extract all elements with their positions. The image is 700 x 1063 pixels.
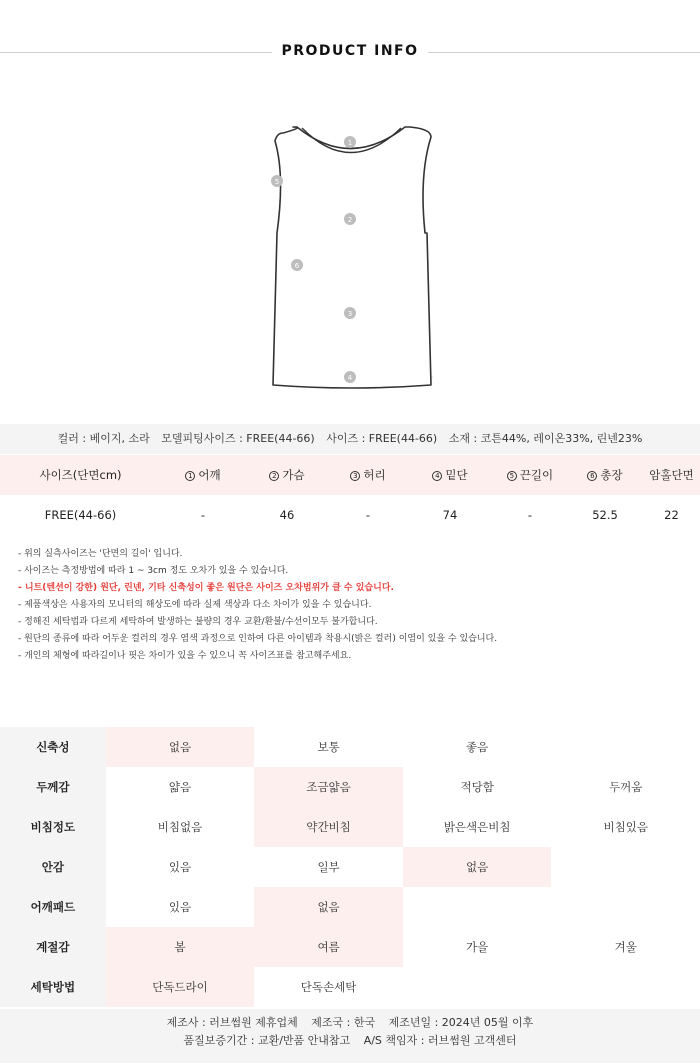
- footer-warranty: 품질보증기간 : 교환/반품 안내참고: [183, 1034, 351, 1047]
- size-table: [0, 455, 700, 535]
- marker-circle-icon: 2: [269, 471, 279, 481]
- attribute-option: [551, 887, 700, 927]
- size-table-header: [0, 455, 700, 495]
- summary-model-size: 모델피팅사이즈 : FREE(44-66): [161, 432, 315, 445]
- attribute-option: 없음: [403, 847, 552, 887]
- attribute-label: 비침정도: [0, 807, 106, 847]
- attribute-option: 가을: [466, 940, 489, 954]
- size-header-cell: [493, 455, 567, 495]
- attribute-option: 없음: [254, 887, 403, 927]
- attribute-option: 좋음: [466, 740, 489, 754]
- footer-date: 제조년일 : 2024년 05월 이후: [388, 1016, 534, 1029]
- header-divider-right: [428, 52, 700, 53]
- attribute-option: 있음: [168, 900, 192, 914]
- note-item: - 정해진 세탁법과 다르게 세탁하여 발생하는 불량의 경우 교환/환불/수선이모두 불가합니다.: [18, 617, 378, 627]
- table-row: [0, 495, 700, 535]
- attribute-option: 단독손세탁: [300, 980, 357, 994]
- size-value-cell: 74: [442, 508, 458, 522]
- size-header-label: 총장: [600, 468, 623, 482]
- attribute-option: [403, 967, 552, 1007]
- size-value-cell: -: [527, 508, 533, 522]
- marker-circle-icon: 3: [350, 471, 360, 481]
- garment-outline: [273, 127, 431, 388]
- table-row: [0, 727, 700, 767]
- size-header-cell: [161, 455, 245, 495]
- summary-material: 소재 : 코튼44%, 레이온33%, 린넨23%: [448, 432, 643, 445]
- note-item: - 원단의 종류에 따라 어두운 컬러의 경우 염색 과정으로 인하여 다른 아이템과 착용시(밝은 컬러) 이염이 있을 수 있습니다.: [18, 634, 498, 644]
- product-summary-bar: [0, 424, 700, 454]
- attribute-option: 약간비침: [254, 807, 403, 847]
- footer-manufacturer: 제조사 : 러브썸원 제휴업체: [166, 1016, 298, 1029]
- attribute-option: 비침없음: [157, 820, 203, 834]
- footer-as: A/S 책임자 : 러브썸원 고객센터: [363, 1034, 517, 1047]
- attribute-option: 일부: [317, 860, 340, 874]
- size-value-cell: -: [365, 508, 371, 522]
- attribute-label: 어깨패드: [0, 887, 106, 927]
- size-header-label: 허리: [363, 468, 386, 482]
- table-row: [0, 967, 700, 1007]
- size-value-cell: -: [200, 508, 206, 522]
- marker-circle-icon: 1: [185, 471, 195, 481]
- note-item: - 사이즈는 측정방법에 따라 1 ~ 3cm 정도 오차가 있을 수 있습니다.: [18, 566, 289, 576]
- footer-line-2: [0, 1032, 700, 1050]
- marker-2-label: 2: [347, 216, 353, 224]
- attribute-label: 신축성: [0, 727, 106, 767]
- marker-5-label: 5: [274, 178, 280, 186]
- table-row: [0, 807, 700, 847]
- size-header-label: 끈길이: [519, 468, 554, 482]
- size-header-cell: [245, 455, 329, 495]
- size-header-cell: [407, 455, 493, 495]
- size-header-cell: [329, 455, 407, 495]
- marker-circle-icon: 5: [507, 471, 517, 481]
- attribute-option: 비침있음: [603, 820, 648, 834]
- size-value-cell: 22: [664, 508, 679, 522]
- size-header-label: 어깨: [198, 468, 221, 482]
- table-row: [0, 767, 700, 807]
- marker-circle-icon: 4: [432, 471, 442, 481]
- marker-6-label: 6: [294, 262, 300, 270]
- note-item: - 니트(텐션이 강한) 원단, 린넨, 기타 신축성이 좋은 원단은 사이즈 오차범위가 클 수 있습니다.: [18, 583, 394, 593]
- table-row: [0, 927, 700, 967]
- attribute-option: 있음: [168, 860, 192, 874]
- attribute-label: 안감: [0, 847, 106, 887]
- attribute-option: 겨울: [614, 940, 637, 954]
- page-title: PRODUCT INFO: [281, 43, 419, 59]
- attribute-option: 여름: [254, 927, 403, 967]
- attribute-option: [551, 847, 700, 887]
- size-header-label: 암홀단면: [649, 468, 694, 482]
- table-row: [0, 887, 700, 927]
- attribute-option: 두꺼움: [609, 780, 643, 794]
- note-item: - 제품색상은 사용자의 모니터의 해상도에 따라 실제 색상과 다소 차이가 있을 수 있습니다.: [18, 600, 372, 610]
- size-header-label: 사이즈(단면cm): [39, 468, 122, 482]
- note-item: - 위의 실측사이즈는 '단면의 길이' 입니다.: [18, 549, 183, 559]
- marker-3-label: 3: [347, 310, 353, 318]
- attribute-option: 단독드라이: [106, 967, 255, 1007]
- attribute-table: [0, 727, 700, 1007]
- size-header-cell: [643, 455, 700, 495]
- footer-line-1: [0, 1014, 700, 1032]
- manufacturer-footer: [0, 1009, 700, 1063]
- attribute-option: [551, 967, 700, 1007]
- attribute-option: 봄: [106, 927, 255, 967]
- attribute-option: 밝은색은비침: [443, 820, 511, 834]
- table-row: [0, 847, 700, 887]
- size-header-cell: [0, 455, 161, 495]
- garment-diagram: [255, 115, 455, 400]
- attribute-option: 적당함: [460, 780, 494, 794]
- attribute-option: 보통: [317, 740, 340, 754]
- attribute-label: 두께감: [0, 767, 106, 807]
- marker-1-label: 1: [347, 139, 353, 147]
- marker-4-label: 4: [347, 374, 353, 382]
- summary-size: 사이즈 : FREE(44-66): [326, 432, 438, 445]
- summary-color: 컬러 : 베이지, 소라: [57, 432, 150, 445]
- note-item: - 개인의 체형에 따라길이나 핏은 차이가 있을 수 있으니 꼭 사이즈표를 참고해주세요.: [18, 651, 352, 661]
- attribute-label: 계절감: [0, 927, 106, 967]
- size-notes: [18, 546, 688, 665]
- attribute-label: 세탁방법: [0, 967, 106, 1007]
- attribute-option: 조금얇음: [254, 767, 403, 807]
- footer-country: 제조국 : 한국: [311, 1016, 376, 1029]
- marker-circle-icon: 6: [587, 471, 597, 481]
- attribute-option: 없음: [106, 727, 255, 767]
- size-header-label: 밑단: [445, 468, 468, 482]
- size-value-cell: 52.5: [592, 508, 618, 522]
- attribute-option: [551, 727, 700, 767]
- size-value-cell: FREE(44-66): [44, 508, 117, 522]
- attribute-option: 얇음: [168, 780, 192, 794]
- size-value-cell: 46: [279, 508, 295, 522]
- section-header: [0, 40, 700, 66]
- size-header-cell: [567, 455, 643, 495]
- size-header-label: 가슴: [282, 468, 305, 482]
- attribute-option: [403, 887, 552, 927]
